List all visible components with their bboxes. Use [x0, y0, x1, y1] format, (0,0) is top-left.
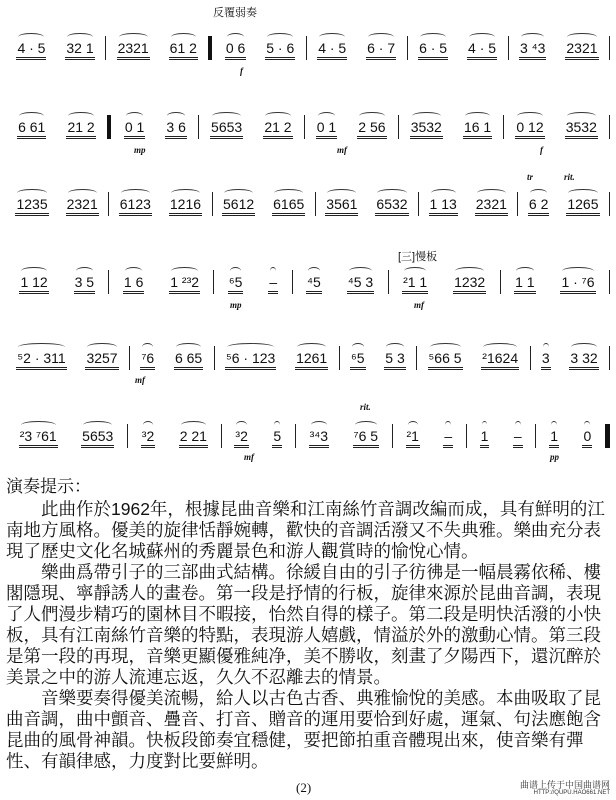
score-row	[6, 36, 610, 60]
note-group: 1 ²³2	[169, 275, 200, 294]
measure	[6, 270, 109, 294]
note-group: 21 2	[263, 120, 292, 139]
watermark	[520, 780, 610, 797]
measure	[222, 424, 296, 448]
section-marking: [三]慢板	[398, 251, 438, 263]
note-group: 1 12	[19, 275, 48, 294]
measure	[417, 346, 530, 370]
note-group: 21 2	[66, 120, 95, 139]
trill-mark: tr	[527, 172, 534, 182]
notes-paragraph: 音樂要奏得優美流暢，給人以古色古香、典雅愉悅的美感。本曲吸取了昆曲音調，曲中顫音、疊音、打音、贈音的運用要恰到好處，運氣、句法應飽含昆曲的風骨神韻。快板段節奏宜穩健，要把節拍重音體現出來，使音樂有彈性、有韻律感，力度對比要鮮明。	[6, 688, 601, 771]
dynamic-mark: pp	[550, 452, 559, 462]
score-row	[6, 115, 610, 139]
note-group: 6 · 7	[366, 41, 396, 60]
repeat-marking: 反覆弱奏	[213, 7, 257, 19]
measure	[518, 192, 610, 216]
page-number: (2)	[296, 780, 312, 795]
note-group: 6 61	[17, 120, 46, 139]
note-group: 1232	[453, 275, 486, 294]
dynamic-mark: f	[240, 66, 243, 76]
measure	[6, 115, 111, 139]
note-group: 2 56	[357, 120, 386, 139]
rit-mark: rit.	[564, 172, 575, 182]
note-group: 3532	[565, 120, 598, 139]
note-group: 4 · 5	[467, 41, 497, 60]
note-group: 0	[582, 429, 592, 448]
dynamic-mark: mf	[135, 375, 145, 385]
note-group: 6532	[375, 197, 408, 216]
note-group: 1 · ⁷6	[560, 275, 595, 294]
note-group: 1216	[169, 197, 202, 216]
note-group: ²1624	[481, 351, 519, 370]
note-group: 3561	[325, 197, 358, 216]
measure	[213, 192, 316, 216]
note-group: ⁶5	[350, 351, 366, 370]
measure	[389, 270, 501, 294]
note-group: ⁷6	[140, 351, 155, 370]
notes-paragraph: 此曲作於1962年，根據昆曲音樂和江南絲竹音調改編而成，具有鮮明的江南地方風格。優美的旋律恬靜婉轉，歡快的音調活潑又不失典雅。樂曲充分表現了歷史文化名城蘇州的秀麗景色和游人觀賞時的愉悅心情。	[6, 499, 605, 561]
measure	[109, 192, 212, 216]
measure	[199, 115, 305, 139]
measure	[316, 192, 419, 216]
measure	[296, 424, 393, 448]
note-group: 5	[272, 429, 282, 448]
note-group: 4 · 5	[317, 41, 347, 60]
note-group: ²1 1	[402, 275, 428, 294]
note-group: ⁶5	[228, 275, 244, 294]
note-group: 2321	[475, 197, 508, 216]
note-group: 4 · 5	[16, 41, 46, 60]
measure	[293, 270, 389, 294]
note-group: ³2	[141, 429, 155, 448]
note-group: 5 · 6	[265, 41, 295, 60]
note-group: 1 1	[514, 275, 535, 294]
measure	[305, 115, 399, 139]
note-group: 5653	[81, 429, 114, 448]
note-group: 6 · 5	[418, 41, 448, 60]
measure	[214, 36, 306, 60]
note-group: 1 13	[429, 197, 458, 216]
dynamic-mark: f	[540, 145, 543, 155]
notes-paragraph: 樂曲爲帶引子的三部曲式結構。徐緩自由的引子彷彿是一幅晨霧依稀、樓閣隱現、寧靜誘人的畫卷。第一段是抒情的行板，旋律來源於昆曲音調，表現了人們漫步精巧的園林目不暇接，怡然自得的樣子。第二段是明快活潑的小快板，具有江南絲竹音樂的特點，表現游人嬉戲，情溢於外的激動心情。第三段是第一段的再現，音樂更顯優雅純净，美不勝收，刻畫了夕陽西下，還沉醉於美景之中的游人流連忘返，久久不忍離去的情景。	[6, 562, 601, 687]
measure	[501, 270, 610, 294]
note-group: ⁵2 · 311	[16, 351, 66, 370]
measure	[467, 424, 537, 448]
note-group: 1235	[15, 197, 48, 216]
note-group: ⁴5 3	[347, 275, 374, 294]
measure	[399, 115, 505, 139]
measure	[6, 346, 130, 370]
note-group: ²3 ⁷61	[19, 429, 58, 448]
measure	[531, 346, 611, 370]
measure	[504, 115, 610, 139]
measure	[419, 192, 518, 216]
note-group: 0 6	[225, 41, 246, 60]
measure	[214, 270, 292, 294]
dynamic-mark: mp	[134, 145, 146, 155]
note-group: 3 ⁴3	[519, 41, 546, 60]
measure	[128, 424, 222, 448]
note-group: 0 1	[316, 120, 337, 139]
measure	[509, 36, 611, 60]
measure	[215, 346, 340, 370]
note-group: 61 2	[169, 41, 198, 60]
measure	[6, 424, 128, 448]
note-group: 6 65	[174, 351, 203, 370]
note-group: 0 1	[124, 120, 145, 139]
measure	[6, 36, 106, 60]
rit-mark: rit.	[360, 402, 371, 412]
note-group: 1	[480, 429, 490, 448]
note-group: 2 21	[179, 429, 208, 448]
note-group: –	[268, 275, 278, 294]
measure	[113, 115, 199, 139]
note-group: 2321	[565, 41, 598, 60]
note-group: 1 6	[123, 275, 144, 294]
measure	[307, 36, 408, 60]
note-group: 2321	[66, 197, 99, 216]
note-group: 5 3	[384, 351, 405, 370]
notes-heading: 演奏提示：	[6, 477, 91, 496]
score-row	[6, 424, 610, 448]
performance-notes	[6, 499, 610, 772]
note-group: 3	[541, 351, 551, 370]
note-group: 3 32	[569, 351, 598, 370]
note-group: –	[443, 429, 453, 448]
note-group: 0 12	[515, 120, 544, 139]
measure	[130, 346, 215, 370]
measure	[106, 36, 212, 60]
note-group: 3 5	[74, 275, 95, 294]
dynamic-mark: mp	[230, 300, 242, 310]
note-group: 6 2	[528, 197, 549, 216]
watermark-text: 曲谱上传于中国曲谱网	[519, 780, 610, 790]
note-group: ⁴5	[306, 275, 322, 294]
note-group: 32 1	[65, 41, 94, 60]
note-group: 3532	[410, 120, 443, 139]
measure	[536, 424, 610, 448]
measure	[393, 424, 467, 448]
score-row	[6, 346, 610, 370]
watermark-url: HTTP://QUPU.HAO661.NET	[533, 790, 610, 796]
measure	[340, 346, 418, 370]
note-group: 6165	[272, 197, 305, 216]
note-group: ⁵66 5	[428, 351, 463, 370]
score-row	[6, 270, 610, 294]
measure	[6, 192, 109, 216]
note-group: 3257	[85, 351, 118, 370]
note-group: 1265	[566, 197, 599, 216]
note-group: 5612	[222, 197, 255, 216]
note-group: ³⁴3	[309, 429, 329, 448]
note-group: 1261	[295, 351, 328, 370]
note-group: 6123	[119, 197, 152, 216]
note-group: ⁷6 5	[353, 429, 380, 448]
note-group: ⁵6 · 123	[225, 351, 276, 370]
note-group: ²1	[406, 429, 420, 448]
note-group: 5653	[210, 120, 243, 139]
dynamic-mark: mf	[414, 300, 424, 310]
note-group: 1	[549, 429, 559, 448]
dynamic-mark: mf	[244, 452, 254, 462]
note-group: 2321	[117, 41, 150, 60]
note-group: –	[513, 429, 523, 448]
measure	[408, 36, 509, 60]
note-group: 3 6	[165, 120, 186, 139]
score-row	[6, 192, 610, 216]
dynamic-mark: mf	[337, 145, 347, 155]
note-group: 16 1	[463, 120, 492, 139]
measure	[109, 270, 214, 294]
note-group: ³2	[234, 429, 248, 448]
